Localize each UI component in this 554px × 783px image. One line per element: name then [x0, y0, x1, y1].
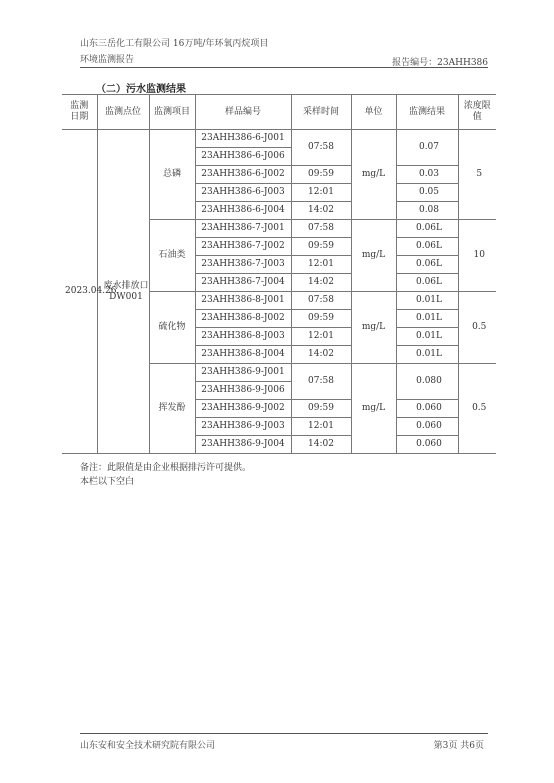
col-header-point: 监测点位 — [97, 95, 149, 130]
result-cell: 0.060 — [396, 400, 458, 418]
wastewater-results-table — [62, 94, 496, 454]
header-company-project: 山东三岳化工有限公司 16万吨/年环氧丙烷项目 — [80, 39, 269, 49]
limit-cell: 0.5 — [458, 292, 496, 364]
sampling-time: 12:01 — [291, 256, 351, 274]
limit-cell: 0.5 — [458, 364, 496, 454]
result-cell: 0.06L — [396, 274, 458, 292]
unit-cell: mg/L — [351, 220, 396, 292]
table-row — [62, 130, 496, 148]
sample-id: 23AHH386-9-J002 — [195, 400, 291, 418]
limit-cell: 5 — [458, 130, 496, 220]
result-cell: 0.01L — [396, 292, 458, 310]
result-cell: 0.01L — [396, 328, 458, 346]
limit-cell: 10 — [458, 220, 496, 292]
sample-id: 23AHH386-8-J001 — [195, 292, 291, 310]
sample-id: 23AHH386-6-J003 — [195, 184, 291, 202]
sample-id: 23AHH386-7-J004 — [195, 274, 291, 292]
sample-id: 23AHH386-6-J001 — [195, 130, 291, 148]
sampling-time: 14:02 — [291, 274, 351, 292]
sampling-time: 07:58 — [291, 364, 351, 400]
result-cell: 0.06L — [396, 220, 458, 238]
sample-id: 23AHH386-7-J003 — [195, 256, 291, 274]
footer-divider — [80, 733, 488, 734]
sample-id: 23AHH386-8-J003 — [195, 328, 291, 346]
result-cell: 0.08 — [396, 202, 458, 220]
result-cell: 0.03 — [396, 166, 458, 184]
sampling-time: 12:01 — [291, 184, 351, 202]
sample-id: 23AHH386-6-J004 — [195, 202, 291, 220]
sample-id: 23AHH386-8-J004 — [195, 346, 291, 364]
col-header-limit: 浓度限值 — [458, 95, 496, 130]
sample-id: 23AHH386-6-J006 — [195, 148, 291, 166]
sampling-time: 14:02 — [291, 202, 351, 220]
header-report-number: 报告编号：23AHH386 — [392, 58, 488, 68]
result-cell: 0.05 — [396, 184, 458, 202]
sample-id: 23AHH386-9-J001 — [195, 364, 291, 382]
item-cell: 挥发酚 — [149, 364, 195, 454]
sampling-time: 07:58 — [291, 292, 351, 310]
sampling-time: 14:02 — [291, 436, 351, 454]
sampling-time: 14:02 — [291, 346, 351, 364]
unit-cell: mg/L — [351, 130, 396, 220]
sample-id: 23AHH386-8-J002 — [195, 310, 291, 328]
result-cell: 0.060 — [396, 418, 458, 436]
header-divider — [80, 67, 488, 68]
sampling-time: 12:01 — [291, 328, 351, 346]
result-cell: 0.01L — [396, 346, 458, 364]
col-header-unit: 单位 — [351, 95, 396, 130]
footer-page-number: 第3页 共6页 — [433, 741, 484, 751]
item-cell: 石油类 — [149, 220, 195, 292]
monitoring-point: 废水排放口DW001 — [97, 130, 149, 454]
col-header-sampling-time: 采样时间 — [291, 95, 351, 130]
sampling-time: 12:01 — [291, 418, 351, 436]
sampling-time: 09:59 — [291, 166, 351, 184]
sample-id: 23AHH386-7-J001 — [195, 220, 291, 238]
sample-id: 23AHH386-9-J006 — [195, 382, 291, 400]
result-cell: 0.01L — [396, 310, 458, 328]
sample-id: 23AHH386-7-J002 — [195, 238, 291, 256]
sampling-time: 09:59 — [291, 400, 351, 418]
unit-cell: mg/L — [351, 292, 396, 364]
table-header-row — [62, 95, 496, 130]
sampling-time: 09:59 — [291, 238, 351, 256]
result-cell: 0.060 — [396, 436, 458, 454]
header-report-type: 环境监测报告 — [80, 55, 135, 65]
unit-cell: mg/L — [351, 364, 396, 454]
col-header-sample-no: 样品编号 — [195, 95, 291, 130]
sample-id: 23AHH386-9-J004 — [195, 436, 291, 454]
sampling-time: 07:58 — [291, 220, 351, 238]
sampling-time: 07:58 — [291, 130, 351, 166]
footer-institute: 山东安和安全技术研究院有限公司 — [80, 741, 216, 751]
result-cell: 0.06L — [396, 238, 458, 256]
col-header-date: 监测日期 — [62, 95, 97, 130]
col-header-result: 监测结果 — [396, 95, 458, 130]
sampling-time: 09:59 — [291, 310, 351, 328]
sample-id: 23AHH386-6-J002 — [195, 166, 291, 184]
section-title: （二）污水监测结果 — [96, 84, 186, 95]
item-cell: 硫化物 — [149, 292, 195, 364]
result-cell: 0.06L — [396, 256, 458, 274]
monitoring-date: 2023.04.26 — [62, 130, 97, 454]
remark-note: 备注：此限值是由企业根据排污许可提供。 — [80, 463, 252, 473]
sample-id: 23AHH386-9-J003 — [195, 418, 291, 436]
result-cell: 0.080 — [396, 364, 458, 400]
blank-below-note: 本栏以下空白 — [80, 477, 135, 487]
result-cell: 0.07 — [396, 130, 458, 166]
col-header-item: 监测项目 — [149, 95, 195, 130]
item-cell: 总磷 — [149, 130, 195, 220]
